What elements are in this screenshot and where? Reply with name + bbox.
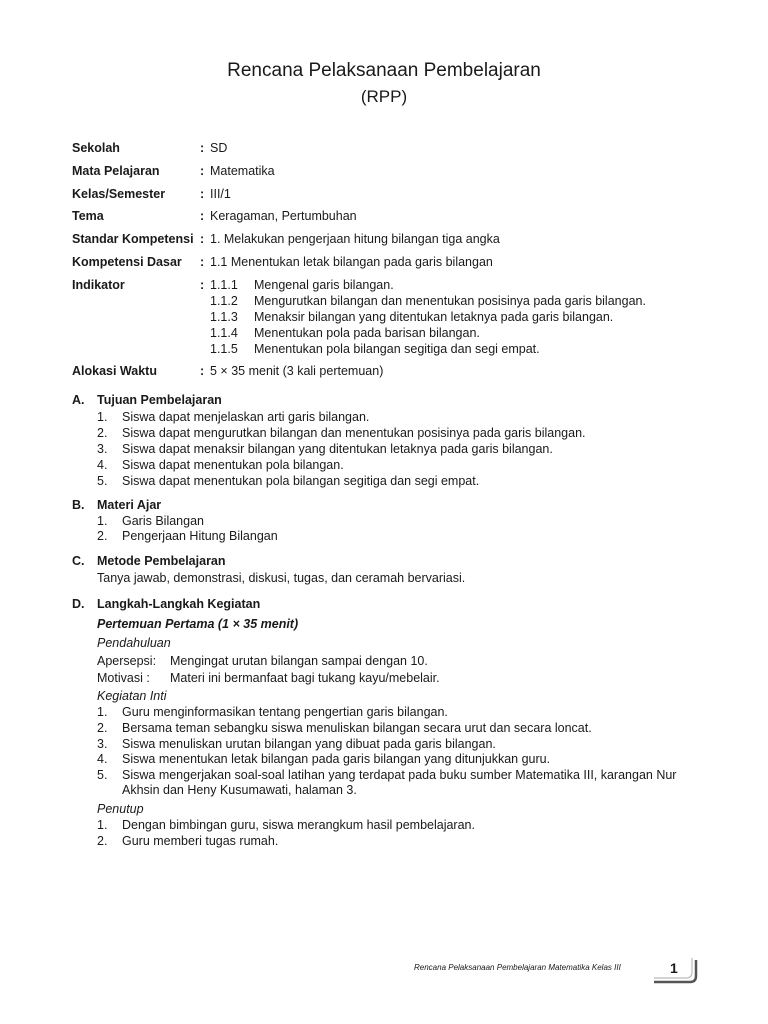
info-label: Indikator [72,278,125,292]
info-colon: : [200,141,205,155]
indicator-text: Mengenal garis bilangan. [254,278,394,292]
info-value: Keragaman, Pertumbuhan [210,209,357,223]
info-label: Kelas/Semester [72,187,166,201]
list-item-text: Siswa dapat menentukan pola bilangan. [122,458,344,472]
list-item-number: 1. [97,410,108,424]
list-item-text: Pengerjaan Hitung Bilangan [122,529,278,543]
indicator-number: 1.1.4 [210,326,238,340]
list-item-text: Akhsin dan Heny Kusumawati, halaman 3. [122,783,357,797]
motivasi-text: Materi ini bermanfaat bagi tukang kayu/mebelair. [170,671,440,685]
indicator-number: 1.1.2 [210,294,238,308]
list-item-text: Guru memberi tugas rumah. [122,834,279,848]
footer-running-title: Rencana Pelaksanaan Pembelajaran Matematika Kelas III [414,963,621,972]
indicator-text: Menentukan pola pada barisan bilangan. [254,326,480,340]
indicator-text: Mengurutkan bilangan dan menentukan posisinya pada garis bilangan. [254,294,646,308]
list-item-number: 2. [97,529,108,543]
list-item-text: Bersama teman sebangku siswa menuliskan bilangan secara urut dan secara loncat. [122,721,592,735]
info-colon: : [200,278,205,292]
list-item-number: 5. [97,768,108,782]
apersepsi-label: Apersepsi: [97,654,157,668]
section-letter: B. [72,498,85,512]
section-letter: C. [72,554,85,568]
indicator-number: 1.1.3 [210,310,238,324]
section-letter: D. [72,597,85,611]
section-c-text: Tanya jawab, demonstrasi, diskusi, tugas, dan ceramah bervariasi. [97,571,466,585]
info-label: Tema [72,209,104,223]
info-label: Sekolah [72,141,120,155]
section-title: Materi Ajar [97,498,162,512]
info-value: 1.1 Menentukan letak bilangan pada garis bilangan [210,255,493,269]
section-letter: A. [72,393,85,407]
info-colon: : [200,187,205,201]
section-title: Metode Pembelajaran [97,554,226,568]
info-colon: : [200,232,205,246]
info-value: Matematika [210,164,275,178]
info-label: Mata Pelajaran [72,164,160,178]
list-item-text: Dengan bimbingan guru, siswa merangkum hasil pembelajaran. [122,818,475,832]
motivasi-label: Motivasi : [97,671,150,685]
info-value: 1. Melakukan pengerjaan hitung bilangan tiga angka [210,232,500,246]
info-colon: : [200,255,205,269]
list-item-text: Siswa menuliskan urutan bilangan yang dibuat pada garis bilangan. [122,737,496,751]
info-label: Alokasi Waktu [72,364,157,378]
indicator-number: 1.1.1 [210,278,238,292]
list-item-number: 4. [97,752,108,766]
info-value: III/1 [210,187,231,201]
list-item-number: 3. [97,442,108,456]
meeting-heading: Pertemuan Pertama (1 × 35 menit) [97,617,299,631]
section-title: Tujuan Pembelajaran [97,393,222,407]
list-item-number: 1. [97,514,108,528]
page-number: 1 [670,960,678,976]
closing-heading: Penutup [97,802,144,816]
list-item-number: 2. [97,834,108,848]
core-heading: Kegiatan Inti [97,689,167,703]
list-item-text: Siswa dapat menjelaskan arti garis bilangan. [122,410,370,424]
info-colon: : [200,364,205,378]
info-colon: : [200,209,205,223]
info-colon: : [200,164,205,178]
list-item-number: 2. [97,426,108,440]
document-title: Rencana Pelaksanaan Pembelajaran [227,60,541,81]
list-item-text: Siswa mengerjakan soal-soal latihan yang terdapat pada buku sumber Matematika III, karangan Nur [122,768,677,782]
list-item-number: 3. [97,737,108,751]
indicator-number: 1.1.5 [210,342,238,356]
info-value: SD [210,141,228,155]
info-label: Kompetensi Dasar [72,255,182,269]
indicator-text: Menentukan pola bilangan segitiga dan segi empat. [254,342,540,356]
list-item-number: 5. [97,474,108,488]
info-value: 5 × 35 menit (3 kali pertemuan) [210,364,384,378]
intro-heading: Pendahuluan [97,636,171,650]
document-subtitle: (RPP) [360,87,408,106]
section-title: Langkah-Langkah Kegiatan [97,597,261,611]
list-item-number: 1. [97,705,108,719]
apersepsi-text: Mengingat urutan bilangan sampai dengan 10. [170,654,428,668]
list-item-text: Siswa menentukan letak bilangan pada garis bilangan yang ditunjukkan guru. [122,752,551,766]
list-item-text: Siswa dapat menaksir bilangan yang ditentukan letaknya pada garis bilangan. [122,442,553,456]
list-item-number: 2. [97,721,108,735]
info-label: Standar Kompetensi [72,232,194,246]
list-item-text: Siswa dapat mengurutkan bilangan dan menentukan posisinya pada garis bilangan. [122,426,586,440]
list-item-text: Guru menginformasikan tentang pengertian garis bilangan. [122,705,448,719]
indicator-text: Menaksir bilangan yang ditentukan letaknya pada garis bilangan. [254,310,614,324]
list-item-text: Siswa dapat menentukan pola bilangan segitiga dan segi empat. [122,474,480,488]
list-item-text: Garis Bilangan [122,514,204,528]
list-item-number: 1. [97,818,108,832]
list-item-number: 4. [97,458,108,472]
